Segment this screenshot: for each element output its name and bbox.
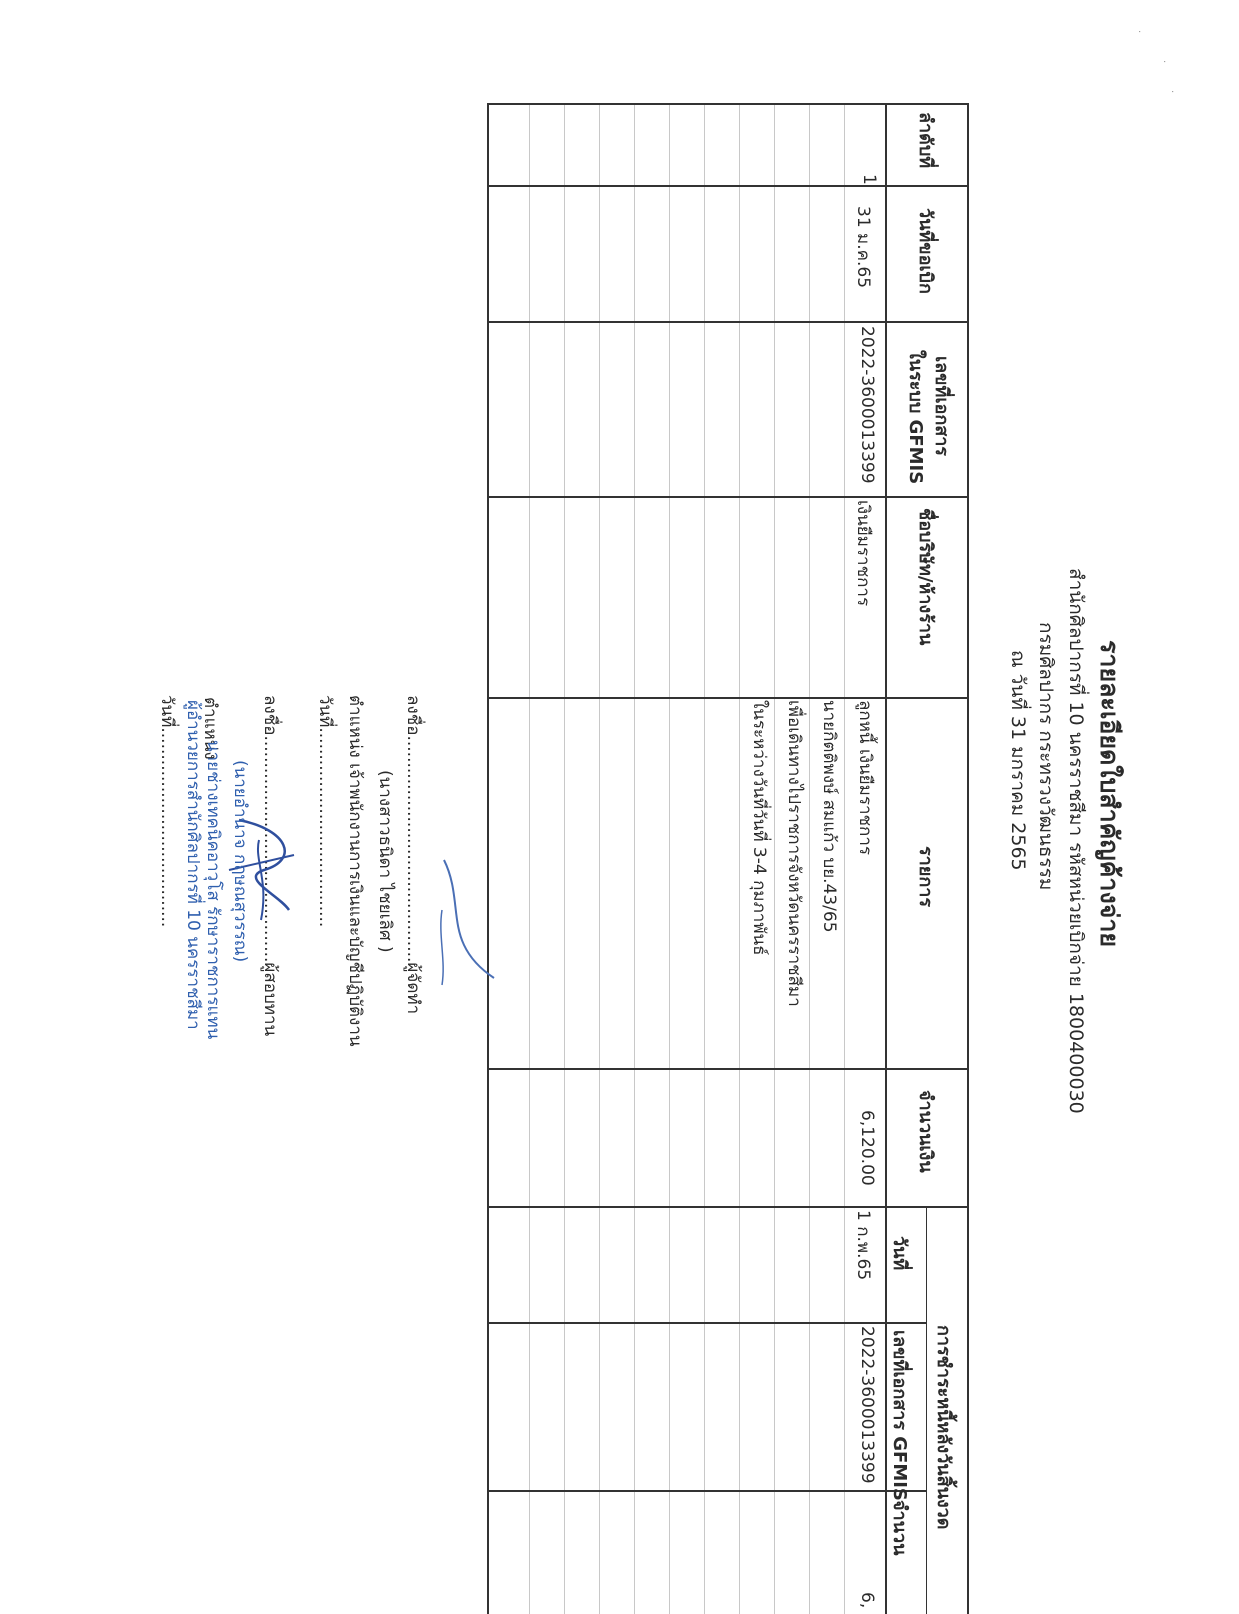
preparer-name: (นางสาวธนิดา ไชยเลิศ ) — [375, 770, 395, 953]
row-request-date: 31 ม.ค.65 — [853, 206, 873, 289]
scan-speck: · — [1158, 60, 1169, 64]
header-pay-date: วันที่ — [889, 1236, 910, 1271]
rule-line — [634, 105, 635, 1614]
col-sep — [487, 697, 969, 699]
rule-line — [844, 105, 845, 1614]
row-pay-date: 1 ก.พ.65 — [853, 1210, 873, 1281]
header-pay-doc: เลขที่เอกสาร GFMIS — [889, 1330, 910, 1501]
scan-speck: · — [1166, 90, 1177, 94]
reviewer-date: วันที่..................................... — [157, 695, 177, 928]
row-pay-doc: 2022-3600013399 — [857, 1326, 877, 1484]
header-doc-no-line2: ในระบบ GFMIS — [905, 350, 926, 485]
col-sep — [487, 1068, 969, 1070]
rule-line — [739, 105, 740, 1614]
row-item-line2: นายกิตติพงษ์ สมแก้ว บย.43/65 — [819, 700, 839, 933]
reviewer-position-line2: ผู้อำนวยการสำนักศิลปากรที่ 10 นครราชสีมา — [183, 700, 203, 1030]
office-subtitle: สำนักศิลปากรที่ 10 นครราชสีมา รหัสหน่วยเบิกจ่าย 1800400030 — [1065, 568, 1087, 1114]
scan-speck: · — [1133, 30, 1144, 34]
rule-line — [669, 105, 670, 1614]
col-sep — [487, 321, 969, 323]
row-amount: 6,120.00 — [857, 1110, 877, 1186]
reviewer-name: (นายอำนาจ กฤษณสุวรรณ) — [230, 760, 250, 963]
reviewer-position-label: ตำแหน่ง — [200, 697, 220, 760]
col-sep — [487, 496, 969, 498]
department-subtitle: กรมศิลปากร กระทรวงวัฒนธรรม — [1035, 622, 1057, 891]
rule-line — [774, 105, 775, 1614]
header-item: รายการ — [915, 846, 936, 907]
row-item-line3: เพื่อเดินทางไปราชการจังหวัดนครราชสีมา — [784, 700, 804, 1007]
row-no: 1 — [859, 174, 879, 185]
col-sep — [487, 1206, 969, 1208]
col-sep — [487, 185, 969, 187]
rule-line — [529, 105, 530, 1614]
date-subtitle: ณ วันที่ 31 มกราคม 2565 — [1007, 650, 1029, 871]
document-title: รายละเอียดใบสำคัญค้างจ่าย — [1095, 640, 1124, 948]
col-sep — [487, 1490, 927, 1492]
row-pay-amount: 6, — [857, 1592, 877, 1609]
header-payment-group: การชำระหนี้หลังวันสิ้นงวด — [933, 1325, 954, 1530]
rule-line — [809, 105, 810, 1614]
row-vendor: เงินยืมราชการ — [853, 500, 873, 607]
preparer-sign-line: ลงชื่อ..........................................ผู้จัดทำ — [403, 695, 423, 1015]
rule-line — [704, 105, 705, 1614]
rule-line — [599, 105, 600, 1614]
header-amount: จำนวนเงิน — [915, 1090, 936, 1173]
preparer-position: ตำแหน่ง เจ้าพนักงานการเงินและบัญชีปฏิบัติงาน — [345, 695, 365, 1047]
header-no: ลำดับที่ — [915, 112, 936, 169]
preparer-signature — [424, 850, 504, 1010]
header-pay-amount: จำนวน — [889, 1500, 910, 1556]
header-vendor: ชื่อบริษัท/ห้างร้าน — [915, 508, 936, 646]
row-doc-no: 2022-3600013399 — [857, 326, 877, 484]
header-request-date: วันที่ขอเบิก — [915, 208, 936, 294]
row-item-line1: ลูกหนี้ เงินยืมราชการ — [855, 700, 875, 856]
payment-group-divider — [926, 1206, 927, 1614]
reviewer-position-line1: นายช่างเทคนิคอาวุโส รักษาราชการแทน — [203, 740, 223, 1040]
rule-line — [564, 105, 565, 1614]
row-item-line4: ในระหว่างวันที่วันที่ 3-4 กุมภาพันธ์ — [749, 700, 769, 956]
reviewer-sign-line: ลงชื่อ..........................................ผู้สอบทาน — [260, 695, 280, 1037]
col-sep — [487, 1322, 927, 1324]
header-doc-no-line1: เลขที่เอกสาร — [931, 356, 952, 456]
preparer-date: วันที่..................................... — [315, 695, 335, 928]
